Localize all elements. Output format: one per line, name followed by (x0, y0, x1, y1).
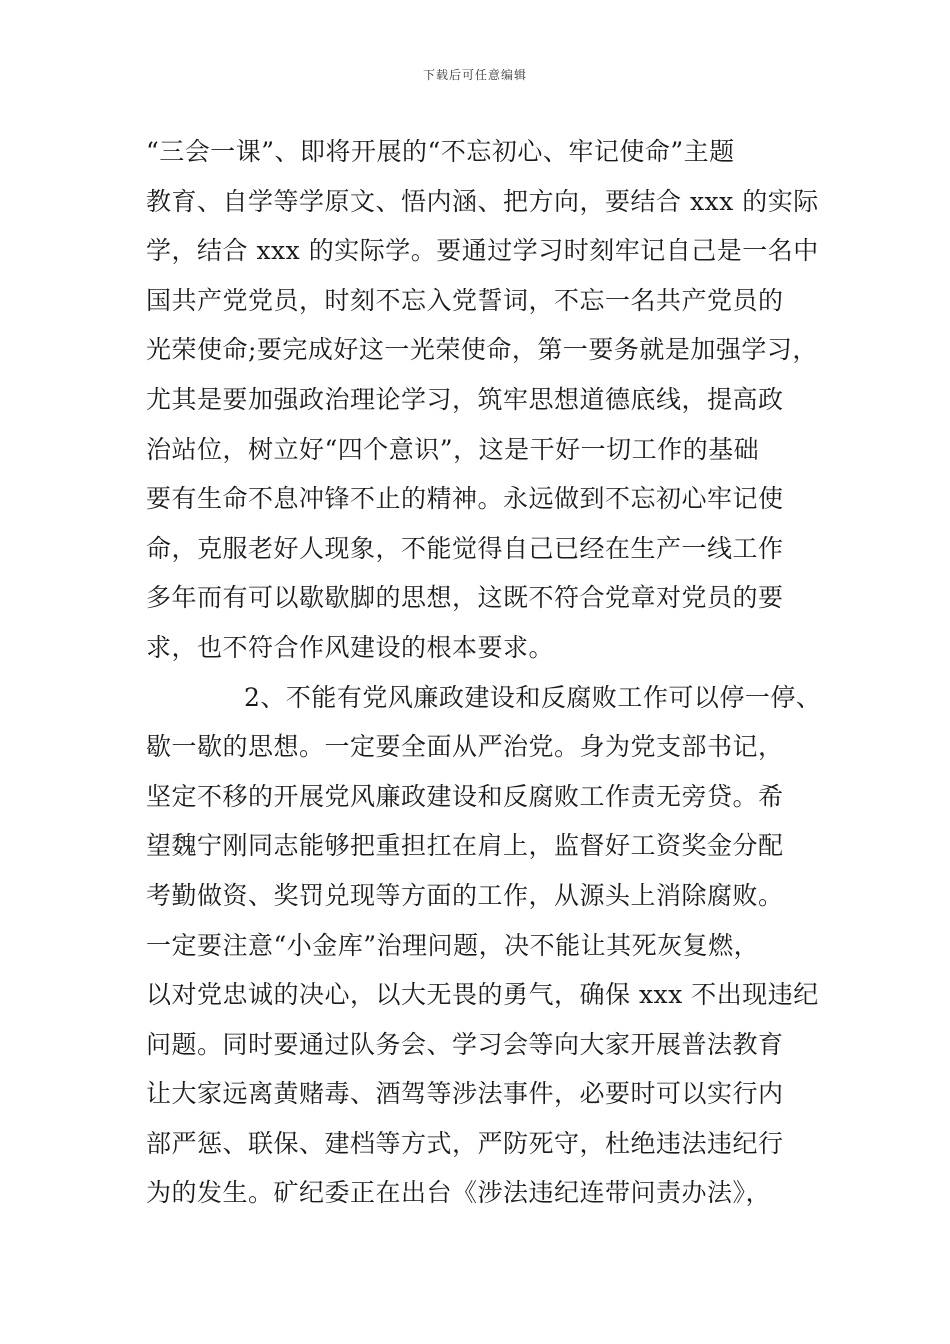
text-line: 部严惩、联保、建档等方式，严防死守，杜绝违法违纪行 (146, 1128, 784, 1158)
text-line: 求，也不符合作风建设的根本要求。 (146, 632, 555, 662)
text-line: 教育、自学等学原文、悟内涵、把方向，要结合 xxx 的实际 (146, 186, 819, 216)
text-line: 光荣使命;要完成好这一光荣使命，第一要务就是加强学习， (146, 335, 818, 365)
text-line: 考勤做资、奖罚兑现等方面的工作，从源头上消除腐败。 (146, 880, 784, 910)
paragraph-start-line: 2、不能有党风廉政建设和反腐败工作可以停一停、 (244, 682, 822, 712)
text-line: 让大家远离黄赌毒、酒驾等涉法事件，必要时可以实行内 (146, 1079, 784, 1109)
page-header-note: 下载后可任意编辑 (422, 68, 527, 82)
text-line: 坚定不移的开展党风廉政建设和反腐败工作责无旁贷。希 (146, 781, 784, 811)
text-line: 要有生命不息冲锋不止的精神。永远做到不忘初心牢记使 (146, 484, 784, 514)
text-line: 命，克服老好人现象，不能觉得自己已经在生产一线工作 (146, 533, 784, 563)
text-line: 望魏宁刚同志能够把重担扛在肩上，监督好工资奖金分配 (146, 831, 784, 861)
document-body (146, 127, 836, 1218)
text-line: 以对党忠诚的决心，以大无畏的勇气，确保 xxx 不出现违纪 (146, 980, 819, 1010)
text-line: “三会一课”、即将开展的“不忘初心、牢记使命”主题 (146, 137, 735, 166)
text-line: 国共产党党员，时刻不忘入党誓词，不忘一名共产党员的 (146, 285, 784, 315)
text-line: 治站位，树立好“四个意识”，这是干好一切工作的基础 (146, 434, 760, 464)
text-line: 问题。同时要通过队务会、学习会等向大家开展普法教育 (146, 1029, 784, 1059)
text-line: 为的发生。矿纪委正在出台《涉法违纪连带问责办法》， (146, 1178, 772, 1208)
text-line: 多年而有可以歇歇脚的思想，这既不符合党章对党员的要 (146, 583, 784, 613)
text-line: 歇一歇的思想。一定要全面从严治党。身为党支部书记， (146, 732, 784, 762)
text-line: 学，结合 xxx 的实际学。要通过学习时刻牢记自己是一名中 (146, 236, 819, 266)
text-line: 一定要注意“小金库”治理问题，决不能让其死灰复燃， (146, 930, 760, 960)
text-line: 尤其是要加强政治理论学习，筑牢思想道德底线，提高政 (146, 384, 784, 414)
